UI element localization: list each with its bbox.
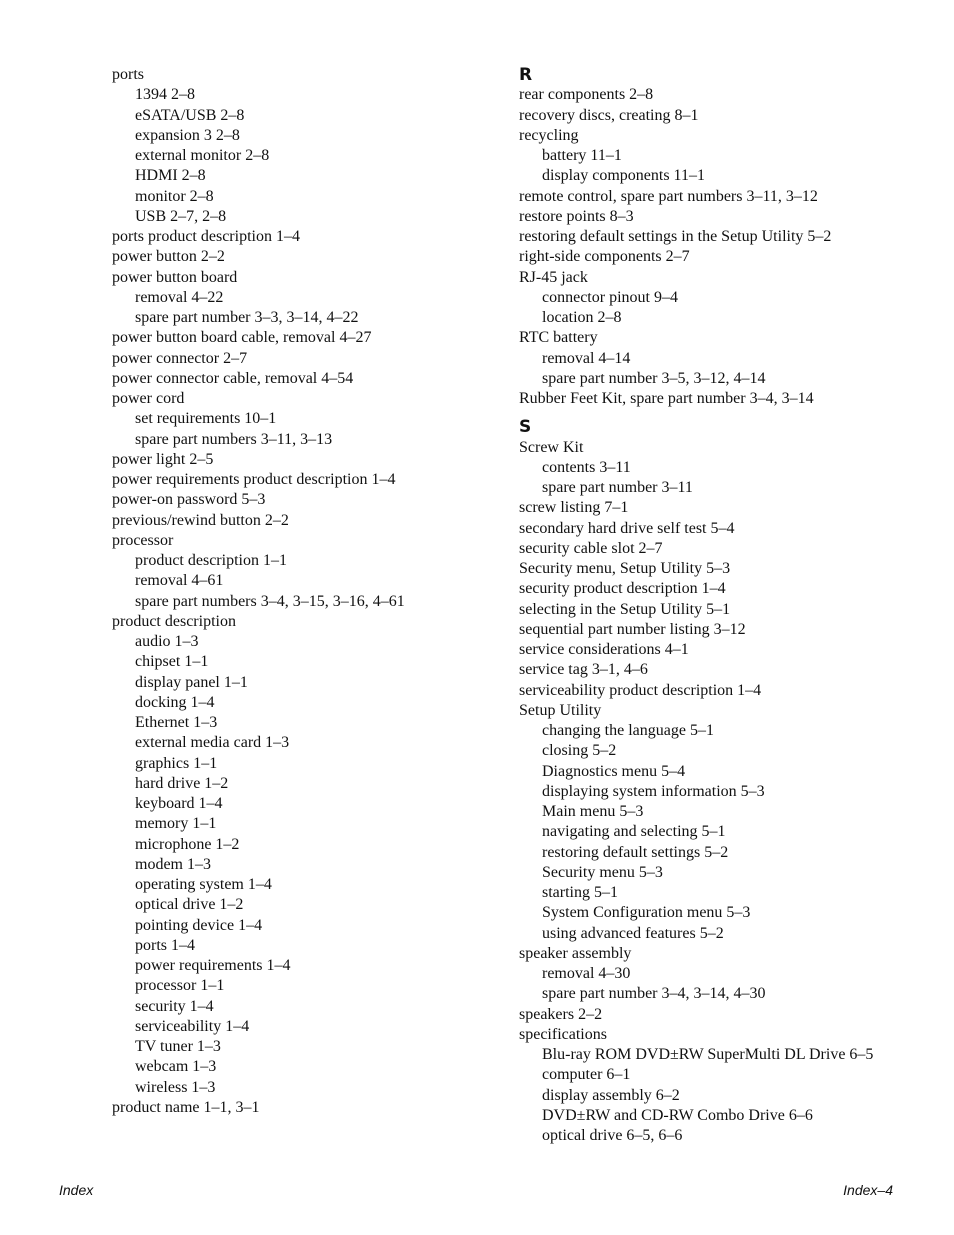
- index-entry: ports: [112, 66, 144, 83]
- index-entry: selecting in the Setup Utility 5–1: [519, 600, 731, 618]
- index-subentry: starting 5–1: [542, 884, 618, 901]
- index-entry: restore points 8–3: [519, 207, 634, 225]
- index-subentry: spare part number 3–5, 3–12, 4–14: [542, 369, 766, 387]
- index-subentry: spare part number 3–11: [542, 479, 693, 496]
- index-entry: secondary hard drive self test 5–4: [519, 519, 735, 537]
- index-entry: serviceability product description 1–4: [519, 681, 762, 699]
- index-entry: processor: [112, 531, 174, 549]
- index-subentry: keyboard 1–4: [135, 795, 223, 812]
- index-subentry: changing the language 5–1: [542, 722, 714, 739]
- index-entry: power-on password 5–3: [112, 491, 266, 509]
- index-entry: recovery discs, creating 8–1: [519, 106, 699, 124]
- index-subentry: Ethernet 1–3: [135, 714, 218, 731]
- index-subentry: spare part number 3–3, 3–14, 4–22: [135, 309, 359, 326]
- index-entry: specifications: [519, 1025, 607, 1043]
- index-entry: speakers 2–2: [519, 1005, 603, 1023]
- index-entry: power connector 2–7: [112, 349, 248, 367]
- index-entry: Security menu, Setup Utility 5–3: [519, 560, 731, 577]
- index-subentry: displaying system information 5–3: [542, 782, 765, 800]
- index-column-right: [519, 65, 939, 1146]
- index-entry: RJ-45 jack: [519, 268, 588, 286]
- index-subentry: expansion 3 2–8: [135, 126, 240, 144]
- index-subentry: restoring default settings 5–2: [542, 843, 729, 861]
- index-subentry: battery 11–1: [542, 147, 622, 164]
- index-subentry: using advanced features 5–2: [542, 924, 724, 942]
- index-letter-heading: R: [519, 65, 533, 85]
- index-subentry: Blu-ray ROM DVD±RW SuperMulti DL Drive 6–5: [542, 1046, 874, 1063]
- footer-section-title: Index: [59, 1182, 94, 1198]
- index-subentry: removal 4–14: [542, 349, 631, 367]
- index-letter-heading: S: [519, 417, 532, 438]
- index-subentry: eSATA/USB 2–8: [135, 106, 245, 124]
- index-subentry: pointing device 1–4: [135, 916, 263, 934]
- index-entry: previous/rewind button 2–2: [112, 511, 289, 529]
- index-subentry: 1394 2–8: [135, 86, 195, 104]
- index-subentry: HDMI 2–8: [135, 167, 206, 185]
- index-entry: product description: [112, 612, 236, 630]
- index-subentry: hard drive 1–2: [135, 774, 229, 792]
- index-subentry: spare part numbers 3–11, 3–13: [135, 430, 333, 448]
- index-entry: power cord: [112, 390, 185, 407]
- index-subentry: DVD±RW and CD-RW Combo Drive 6–6: [542, 1106, 813, 1124]
- index-subentry: webcam 1–3: [135, 1058, 217, 1076]
- index-subentry: processor 1–1: [135, 977, 225, 995]
- index-subentry: security 1–4: [135, 997, 214, 1015]
- index-entry: security product description 1–4: [519, 580, 726, 598]
- index-entry: sequential part number listing 3–12: [519, 620, 746, 638]
- index-subentry: optical drive 6–5, 6–6: [542, 1127, 683, 1144]
- index-subentry: closing 5–2: [542, 742, 617, 760]
- index-entry: power connector cable, removal 4–54: [112, 369, 354, 387]
- index-subentry: USB 2–7, 2–8: [135, 207, 227, 225]
- index-entry: service tag 3–1, 4–6: [519, 661, 648, 679]
- index-entry: RTC battery: [519, 329, 598, 347]
- index-entry: rear components 2–8: [519, 86, 654, 104]
- index-entry: speaker assembly: [519, 944, 632, 962]
- index-subentry: display components 11–1: [542, 167, 705, 185]
- index-subentry: docking 1–4: [135, 693, 215, 711]
- index-entry: product name 1–1, 3–1: [112, 1098, 260, 1116]
- index-subentry: microphone 1–2: [135, 835, 240, 853]
- index-subentry: Security menu 5–3: [542, 863, 663, 881]
- index-entry: ports product description 1–4: [112, 228, 300, 245]
- index-subentry: Main menu 5–3: [542, 803, 644, 820]
- index-subentry: spare part number 3–4, 3–14, 4–30: [542, 985, 766, 1003]
- index-subentry: monitor 2–8: [135, 187, 214, 205]
- index-subentry: contents 3–11: [542, 458, 631, 476]
- index-entry: service considerations 4–1: [519, 641, 689, 658]
- index-subentry: removal 4–30: [542, 965, 631, 982]
- index-subentry: connector pinout 9–4: [542, 288, 678, 306]
- index-entry: Setup Utility: [519, 701, 602, 719]
- index-subentry: spare part numbers 3–4, 3–15, 3–16, 4–61: [135, 592, 405, 610]
- index-subentry: optical drive 1–2: [135, 896, 244, 914]
- index-subentry: power requirements 1–4: [135, 957, 291, 974]
- index-subentry: external media card 1–3: [135, 734, 290, 752]
- index-subentry: location 2–8: [542, 309, 622, 326]
- index-entry: right-side components 2–7: [519, 248, 690, 266]
- index-subentry: memory 1–1: [135, 815, 217, 833]
- index-entry: screw listing 7–1: [519, 499, 629, 517]
- index-subentry: Diagnostics menu 5–4: [542, 762, 686, 780]
- index-entry: power button 2–2: [112, 248, 225, 266]
- index-subentry: TV tuner 1–3: [135, 1038, 221, 1055]
- index-subentry: wireless 1–3: [135, 1078, 216, 1096]
- index-subentry: modem 1–3: [135, 855, 211, 873]
- index-entry: power button board cable, removal 4–27: [112, 329, 372, 347]
- index-subentry: product description 1–1: [135, 552, 287, 569]
- index-subentry: display assembly 6–2: [542, 1086, 680, 1104]
- index-subentry: navigating and selecting 5–1: [542, 823, 726, 841]
- index-entry: Rubber Feet Kit, spare part number 3–4, 3–14: [519, 390, 814, 407]
- index-subentry: display panel 1–1: [135, 673, 248, 691]
- index-subentry: audio 1–3: [135, 633, 199, 650]
- index-subentry: set requirements 10–1: [135, 410, 277, 428]
- index-entry: remote control, spare part numbers 3–11, 3–12: [519, 187, 818, 205]
- index-entry: restoring default settings in the Setup Utility 5–2: [519, 228, 832, 245]
- index-entry: power requirements product description 1–4: [112, 471, 396, 488]
- index-entry: power light 2–5: [112, 450, 214, 468]
- index-entry: recycling: [519, 126, 579, 144]
- index-subentry: serviceability 1–4: [135, 1017, 250, 1035]
- index-subentry: operating system 1–4: [135, 876, 272, 893]
- index-subentry: graphics 1–1: [135, 754, 218, 772]
- index-entry: Screw Kit: [519, 438, 584, 456]
- index-subentry: removal 4–61: [135, 572, 224, 590]
- index-subentry: external monitor 2–8: [135, 147, 270, 164]
- index-subentry: removal 4–22: [135, 288, 224, 306]
- index-subentry: ports 1–4: [135, 936, 195, 954]
- index-subentry: computer 6–1: [542, 1066, 631, 1084]
- footer-page-number: Index–4: [843, 1182, 893, 1198]
- index-subentry: System Configuration menu 5–3: [542, 904, 751, 922]
- index-column-left: [112, 65, 492, 1118]
- index-subentry: chipset 1–1: [135, 653, 209, 671]
- index-entry: power button board: [112, 268, 238, 286]
- index-entry: security cable slot 2–7: [519, 539, 663, 557]
